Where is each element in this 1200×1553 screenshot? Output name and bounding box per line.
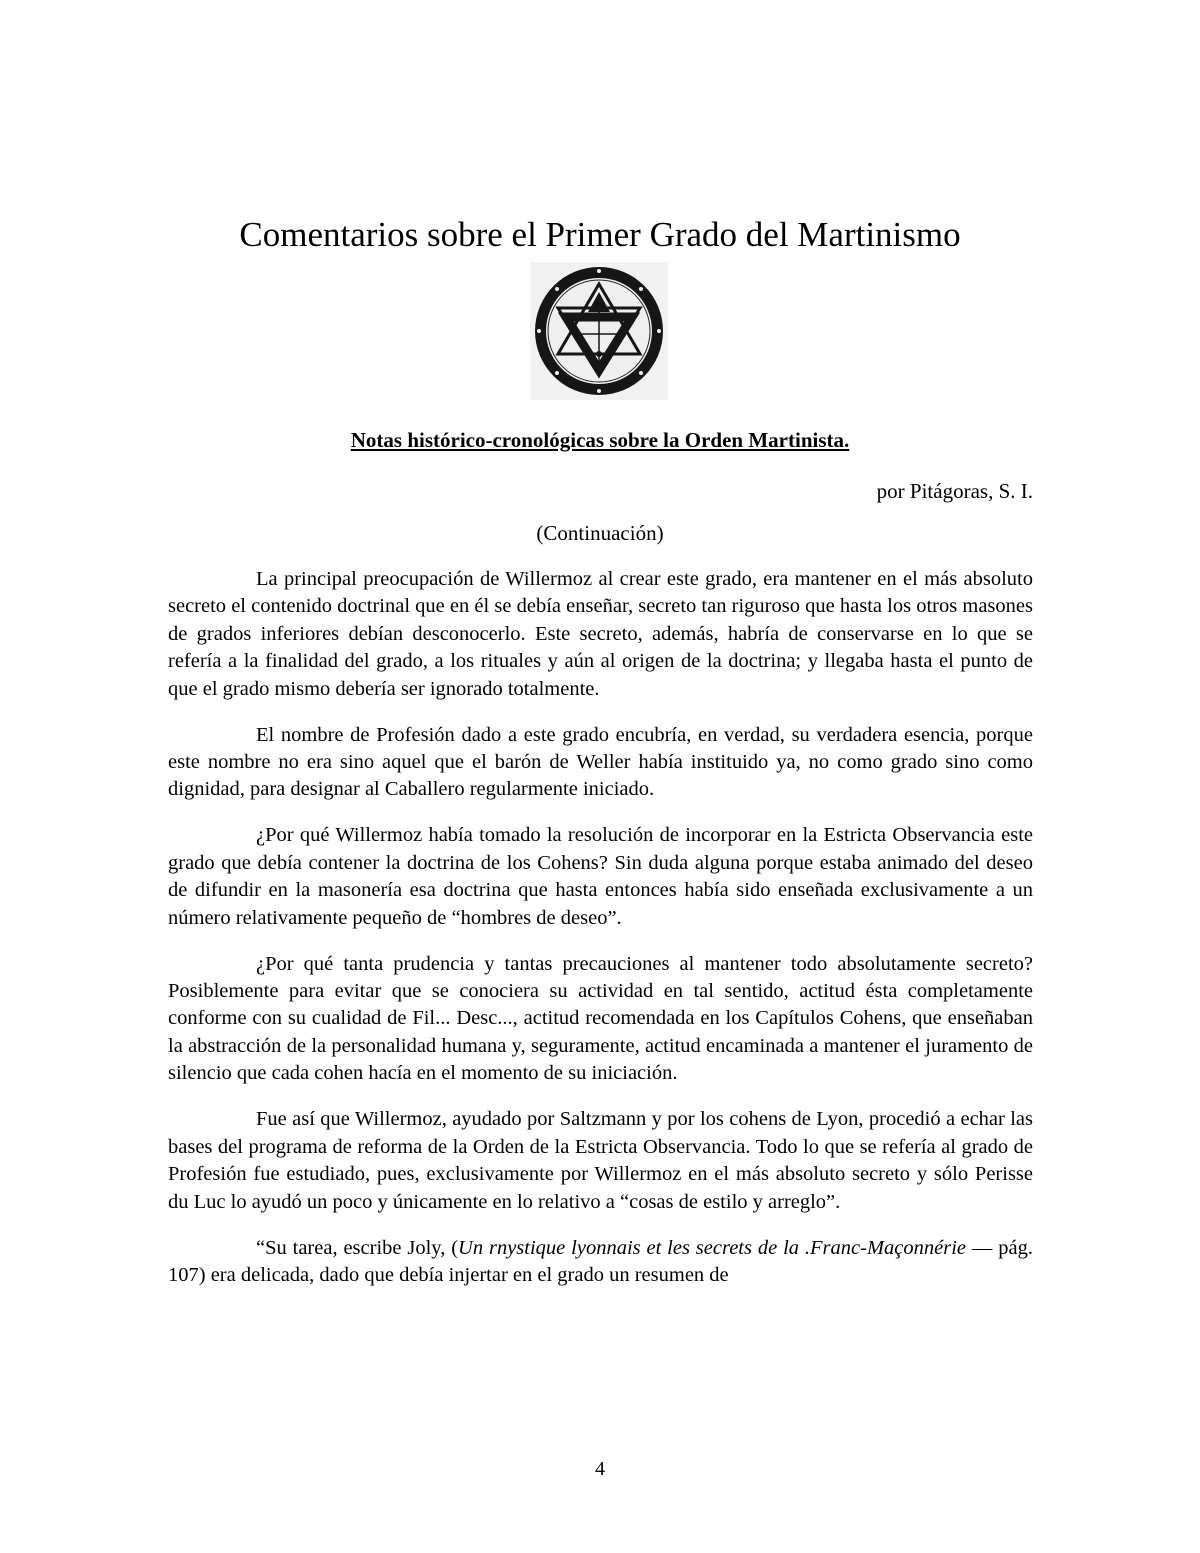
- continuation-label: (Continuación): [536, 521, 664, 545]
- page-number: 4: [595, 1458, 605, 1480]
- section-subtitle: Notas histórico-cronológicas sobre la Orden Martinista.: [350, 428, 850, 452]
- martinist-seal-icon: [530, 262, 668, 400]
- paragraph: ¿Por qué Willermoz había tomado la resolución de incorporar en la Estricta Observancia este grado que debía contener la doctrina de los Cohens? Sin duda alguna porque estaba animado del deseo de difundir en la masonería esa doctrina que hasta entonces había sido enseñada exclusivamente a un número relativamente pequeño de “hombres de deseo”.: [168, 824, 1033, 929]
- author-line: por Pitágoras, S. I.: [876, 479, 1033, 503]
- book-title: Un rnystique lyonnais et les secrets de la .Franc-Maçonnérie: [458, 1236, 966, 1259]
- paragraph: El nombre de Profesión dado a este grado encubría, en verdad, su verdadera esencia, porque este nombre no era sino aquel que el barón de Weller había instituido ya, no como grado sino como dignidad, para designar al Caballero regularmente iniciado.: [168, 723, 1033, 801]
- paragraph-text: “Su tarea, escribe Joly, (: [256, 1236, 459, 1259]
- paragraph: ¿Por qué tanta prudencia y tantas precauciones al mantener todo absolutamente secreto? Posiblemente para evitar que se conociera su actividad en tal sentido, actitud ésta completamente conforme con su cualidad de Fil... Desc..., actitud recomendada en los Capítulos Cohens, que enseñaban la abstracción de la personalidad humana y, seguramente, actitud encaminada a mantener el juramento de silencio que cada cohen hacía en el momento de su iniciación.: [168, 952, 1033, 1085]
- paragraph: [168, 1235, 1033, 1290]
- page-title: Comentarios sobre el Primer Grado del Martinismo: [239, 215, 961, 254]
- body-text: [168, 566, 1033, 1289]
- paragraph: Fue así que Willermoz, ayudado por Saltzmann y por los cohens de Lyon, procedió a echar las bases del programa de reforma de la Orden de la Estricta Observancia. Todo lo que se refería al grado de Profesión fue estudiado, pues, exclusivamente por Willermoz en el más absoluto secreto y sólo Perisse du Luc lo ayudó un poco y únicamente en lo relativo a “cosas de estilo y arreglo”.: [168, 1108, 1033, 1213]
- paragraph-text: — pág. 107) era delicada, dado que debía injertar en el grado un resumen de: [168, 1236, 1033, 1286]
- paragraph: La principal preocupación de Willermoz al crear este grado, era mantener en el más absoluto secreto el contenido doctrinal que en él se debía enseñar, secreto tan riguroso que hasta los otros masones de grados inferiores debían desconocerlo. Este secreto, además, habría de conservarse en lo que se refería a la finalidad del grado, a los rituales y aún al origen de la doctrina; y llegaba hasta el punto de que el grado mismo debería ser ignorado totalmente.: [168, 568, 1033, 700]
